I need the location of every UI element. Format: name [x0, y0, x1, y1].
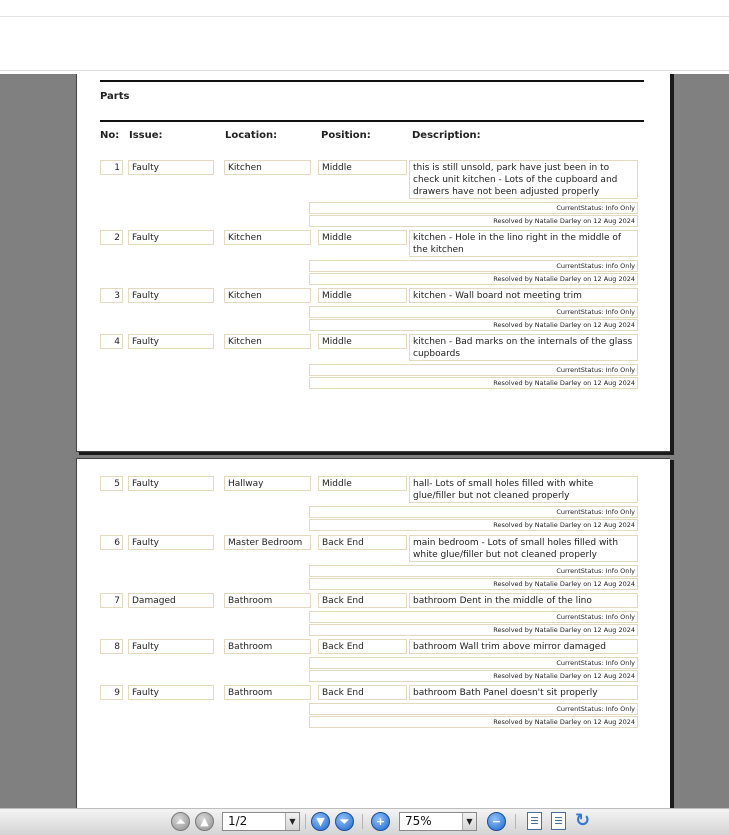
item-position: Back End	[318, 685, 407, 700]
previous-page-icon[interactable]: ▲	[195, 812, 214, 831]
item-position: Back End	[318, 535, 407, 550]
item-number: 4	[100, 334, 123, 349]
item-position: Back End	[318, 639, 407, 654]
toolbar-separator	[362, 814, 363, 829]
last-page-icon[interactable]: ⏷	[335, 812, 354, 831]
column-header-description: Description:	[412, 130, 481, 141]
chevron-down-icon[interactable]: ▼	[285, 813, 299, 830]
page-shadow	[670, 74, 674, 455]
top-divider	[0, 16, 729, 17]
item-resolved: Resolved by Natalie Darley on 12 Aug 2024	[309, 519, 638, 531]
item-status: CurrentStatus: Info Only	[309, 306, 638, 318]
column-header-issue: Issue:	[129, 130, 163, 141]
rotate-icon[interactable]: ↻	[574, 810, 591, 831]
item-issue: Faulty	[128, 535, 214, 550]
item-position: Middle	[318, 160, 407, 175]
item-issue: Faulty	[128, 476, 214, 491]
item-number: 3	[100, 288, 123, 303]
page-select[interactable]	[222, 812, 300, 831]
item-issue: Faulty	[128, 639, 214, 654]
item-status: CurrentStatus: Info Only	[309, 202, 638, 214]
item-location: Kitchen	[224, 230, 311, 245]
item-number: 7	[100, 593, 123, 608]
zoom-out-icon[interactable]: −	[487, 812, 506, 831]
item-issue: Damaged	[128, 593, 214, 608]
item-description: kitchen - Bad marks on the internals of the glass cupboards	[409, 334, 638, 361]
item-number: 2	[100, 230, 123, 245]
item-location: Kitchen	[224, 288, 311, 303]
column-header-location: Location:	[225, 130, 278, 141]
item-issue: Faulty	[128, 334, 214, 349]
viewer-top-area	[0, 0, 729, 74]
item-description: kitchen - Hole in the lino right in the middle of the kitchen	[409, 230, 638, 257]
section-title: Parts	[100, 91, 130, 102]
page-shadow	[79, 452, 674, 455]
item-number: 8	[100, 639, 123, 654]
page-select-value: 1/2	[228, 814, 248, 828]
item-status: CurrentStatus: Info Only	[309, 565, 638, 577]
item-number: 1	[100, 160, 123, 175]
item-description: bathroom Bath Panel doesn't sit properly	[409, 685, 638, 700]
item-status: CurrentStatus: Info Only	[309, 611, 638, 623]
item-location: Master Bedroom	[224, 535, 311, 550]
item-resolved: Resolved by Natalie Darley on 12 Aug 2024	[309, 624, 638, 636]
item-issue: Faulty	[128, 288, 214, 303]
header-rule-top	[100, 80, 644, 82]
item-position: Middle	[318, 476, 407, 491]
item-issue: Faulty	[128, 685, 214, 700]
zoom-select[interactable]	[399, 812, 477, 831]
item-description: main bedroom - Lots of small holes filled with white glue/filler but not cleaned properly	[409, 535, 638, 562]
item-position: Middle	[318, 334, 407, 349]
item-location: Bathroom	[224, 593, 311, 608]
first-page-icon[interactable]: ⏶	[171, 812, 190, 831]
item-number: 5	[100, 476, 123, 491]
item-resolved: Resolved by Natalie Darley on 12 Aug 2024	[309, 670, 638, 682]
zoom-in-icon[interactable]: +	[371, 812, 390, 831]
item-resolved: Resolved by Natalie Darley on 12 Aug 2024	[309, 716, 638, 728]
item-resolved: Resolved by Natalie Darley on 12 Aug 2024	[309, 377, 638, 389]
toolbar-separator	[305, 814, 306, 829]
header-rule-bottom	[100, 120, 644, 122]
item-description: kitchen - Wall board not meeting trim	[409, 288, 638, 303]
item-issue: Faulty	[128, 230, 214, 245]
column-header-position: Position:	[321, 130, 371, 141]
item-location: Kitchen	[224, 160, 311, 175]
item-location: Bathroom	[224, 685, 311, 700]
item-position: Middle	[318, 288, 407, 303]
item-number: 9	[100, 685, 123, 700]
continuous-page-view-icon[interactable]	[551, 812, 566, 830]
item-description: this is still unsold, park have just been in to check unit kitchen - Lots of the cupboard and drawers have not been adjusted properly	[409, 160, 638, 199]
item-status: CurrentStatus: Info Only	[309, 364, 638, 376]
column-header-no: No:	[100, 130, 120, 141]
item-description: bathroom Dent in the middle of the lino	[409, 593, 638, 608]
item-description: bathroom Wall trim above mirror damaged	[409, 639, 638, 654]
top-divider-lower	[0, 70, 729, 71]
chevron-down-icon[interactable]: ▼	[462, 813, 476, 830]
item-location: Hallway	[224, 476, 311, 491]
item-position: Middle	[318, 230, 407, 245]
item-status: CurrentStatus: Info Only	[309, 657, 638, 669]
next-page-icon[interactable]: ▼	[311, 812, 330, 831]
page-shadow	[670, 460, 674, 808]
item-number: 6	[100, 535, 123, 550]
item-status: CurrentStatus: Info Only	[309, 506, 638, 518]
item-resolved: Resolved by Natalie Darley on 12 Aug 2024	[309, 319, 638, 331]
item-description: hall- Lots of small holes filled with white glue/filler but not cleaned properly	[409, 476, 638, 503]
item-location: Kitchen	[224, 334, 311, 349]
item-resolved: Resolved by Natalie Darley on 12 Aug 2024	[309, 273, 638, 285]
zoom-select-value: 75%	[405, 814, 432, 828]
item-status: CurrentStatus: Info Only	[309, 703, 638, 715]
toolbar-separator	[515, 814, 516, 829]
viewer-toolbar	[0, 808, 729, 835]
single-page-view-icon[interactable]	[527, 812, 542, 830]
item-status: CurrentStatus: Info Only	[309, 260, 638, 272]
item-issue: Faulty	[128, 160, 214, 175]
item-resolved: Resolved by Natalie Darley on 12 Aug 2024	[309, 578, 638, 590]
item-resolved: Resolved by Natalie Darley on 12 Aug 2024	[309, 215, 638, 227]
item-location: Bathroom	[224, 639, 311, 654]
item-position: Back End	[318, 593, 407, 608]
